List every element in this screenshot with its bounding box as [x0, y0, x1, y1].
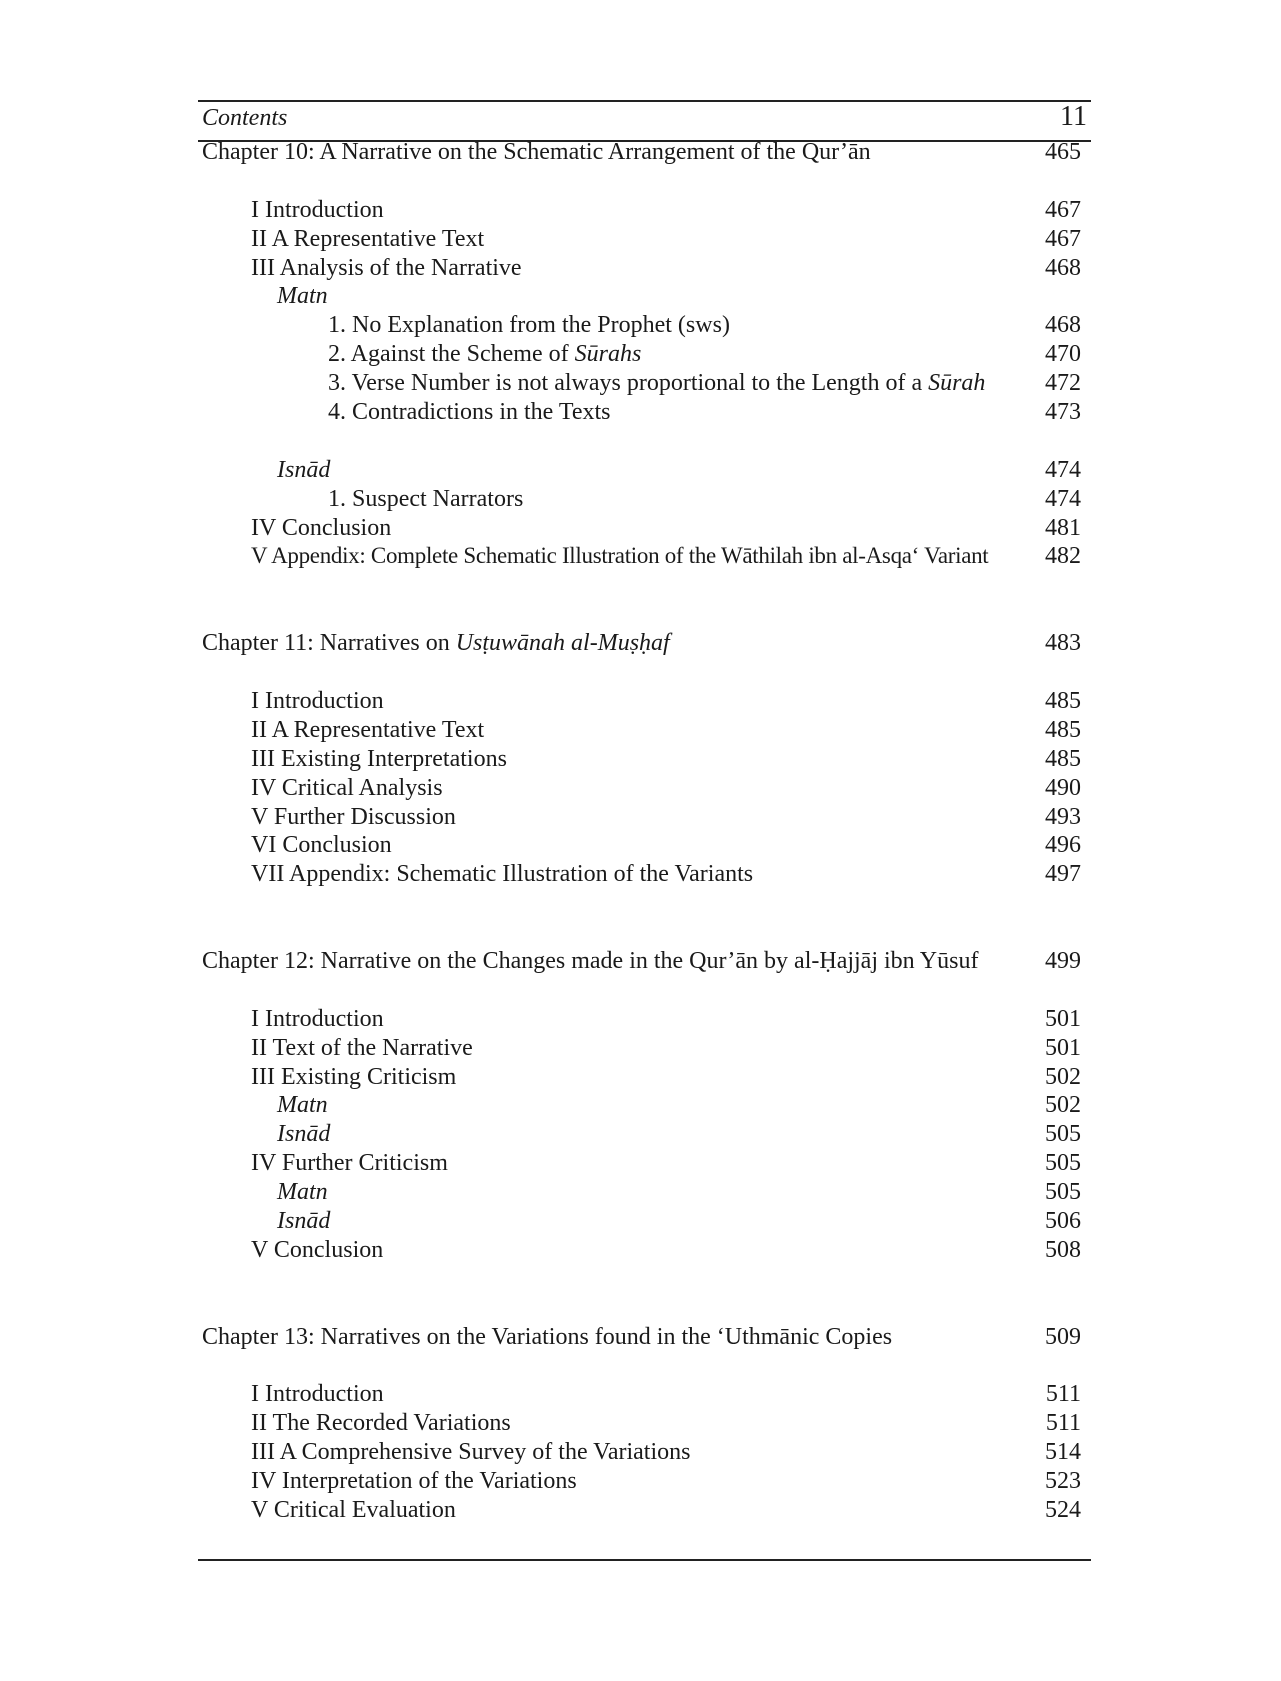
toc-entry [198, 716, 1091, 745]
page-number: 511 [1045, 1381, 1081, 1408]
subheading-title: Isnād [277, 456, 331, 483]
toc-entry [198, 1034, 1091, 1063]
page-number: 508 [1045, 1236, 1081, 1263]
toc-entry [198, 340, 1091, 369]
entry-title: 2. Against the Scheme of Sūrahs [328, 341, 642, 368]
subheading-title: Matn [277, 1179, 328, 1206]
entry-title: II The Recorded Variations [251, 1410, 511, 1437]
page-number: 472 [1045, 370, 1081, 397]
toc-entry [198, 860, 1091, 889]
toc-entry [198, 1149, 1091, 1178]
toc-chapter-10 [198, 138, 1091, 167]
page-number: 473 [1045, 399, 1081, 426]
page-number: 483 [1045, 630, 1081, 657]
toc-entry [198, 1380, 1091, 1409]
entry-title: 1. Suspect Narrators [328, 485, 524, 512]
toc-subheading [198, 1178, 1091, 1207]
entry-title: IV Further Criticism [251, 1150, 448, 1177]
page-number: 511 [1045, 1410, 1081, 1437]
toc-chapter-11 [198, 629, 1091, 658]
page-number: 523 [1045, 1468, 1081, 1495]
entry-title: II A Representative Text [251, 716, 485, 743]
chapter-title: Chapter 11: Narratives on Usṭuwānah al-Muṣḥaf [202, 630, 670, 657]
table-of-contents [198, 138, 1091, 1525]
entry-title: 3. Verse Number is not always proportional to the Length of a Sūrah [328, 370, 986, 397]
toc-subheading [198, 1091, 1091, 1120]
page-number: 467 [1045, 225, 1081, 252]
toc-entry [198, 254, 1091, 283]
toc-chapter-12 [198, 947, 1091, 976]
page-number: 499 [1045, 947, 1081, 974]
toc-entry [198, 398, 1091, 427]
toc-chapter-13 [198, 1323, 1091, 1352]
entry-title: III A Comprehensive Survey of the Variations [251, 1439, 691, 1466]
page-number: 474 [1045, 485, 1081, 512]
entry-title: III Analysis of the Narrative [251, 254, 522, 281]
entry-title: I Introduction [251, 196, 384, 223]
page-number: 505 [1045, 1179, 1081, 1206]
chapter-title: Chapter 12: Narrative on the Changes made in the Qur’ān by al-Ḥajjāj ibn Yūsuf [202, 947, 979, 974]
toc-entry [198, 196, 1091, 225]
toc-entry [198, 687, 1091, 716]
toc-entry [198, 1438, 1091, 1467]
running-head [198, 100, 1091, 142]
page-number: 506 [1045, 1207, 1081, 1234]
page-number: 468 [1045, 254, 1081, 281]
toc-entry [198, 745, 1091, 774]
toc-entry [198, 1467, 1091, 1496]
running-head-title: Contents [202, 105, 288, 131]
entry-title: V Conclusion [251, 1236, 384, 1263]
entry-title: V Further Discussion [251, 803, 456, 830]
page-number: 465 [1045, 139, 1081, 165]
toc-entry [198, 369, 1091, 398]
entry-title: IV Critical Analysis [251, 774, 443, 801]
entry-title: I Introduction [251, 687, 384, 714]
page-number: 467 [1045, 196, 1081, 223]
subheading-title: Isnād [277, 1207, 331, 1234]
toc-entry [198, 831, 1091, 860]
entry-title: VII Appendix: Schematic Illustration of the Variants [251, 861, 754, 888]
entry-title: IV Interpretation of the Variations [251, 1468, 577, 1495]
page-number: 501 [1045, 1005, 1081, 1032]
entry-title: II Text of the Narrative [251, 1034, 473, 1061]
toc-entry [198, 1063, 1091, 1092]
toc-entry [198, 514, 1091, 543]
page-number: 493 [1045, 803, 1081, 830]
chapter-title: Chapter 13: Narratives on the Variations found in the ‘Uthmānic Copies [202, 1323, 893, 1350]
subheading-title: Isnād [277, 1121, 331, 1148]
page-number: 509 [1045, 1323, 1081, 1350]
page-number: 514 [1045, 1439, 1081, 1466]
toc-entry [198, 1236, 1091, 1265]
entry-title: V Critical Evaluation [251, 1496, 456, 1523]
page-number: 481 [1045, 514, 1081, 541]
page-number: 505 [1045, 1121, 1081, 1148]
page-number: 485 [1045, 745, 1081, 772]
toc-entry [198, 311, 1091, 340]
subheading-title: Matn [277, 1092, 328, 1119]
page-number: 470 [1045, 341, 1081, 368]
page-number: 485 [1045, 687, 1081, 714]
entry-title: 4. Contradictions in the Texts [328, 399, 611, 426]
toc-subheading [198, 1120, 1091, 1149]
toc-subheading [198, 456, 1091, 485]
entry-title: I Introduction [251, 1381, 384, 1408]
page-number: 485 [1045, 716, 1081, 743]
entry-title: III Existing Criticism [251, 1063, 457, 1090]
entry-title: II A Representative Text [251, 225, 485, 252]
bottom-rule [198, 1559, 1091, 1561]
page-number: 482 [1045, 543, 1081, 570]
entry-title: V Appendix: Complete Schematic Illustration of the Wāthilah ibn al-Asqa‘ Variant [251, 543, 989, 569]
subheading-title: Matn [277, 283, 328, 310]
entry-title: VI Conclusion [251, 832, 392, 859]
toc-entry [198, 485, 1091, 514]
toc-entry [198, 803, 1091, 832]
page-number: 502 [1045, 1063, 1081, 1090]
toc-entry [198, 1005, 1091, 1034]
toc-entry [198, 774, 1091, 803]
page-number: 501 [1045, 1034, 1081, 1061]
toc-entry [198, 225, 1091, 254]
page-number: 468 [1045, 312, 1081, 339]
page-number: 474 [1045, 456, 1081, 483]
entry-title: I Introduction [251, 1005, 384, 1032]
toc-subheading [198, 282, 1091, 311]
toc-entry [198, 542, 1091, 571]
page-number: 496 [1045, 832, 1081, 859]
page-number: 490 [1045, 774, 1081, 801]
entry-title: III Existing Interpretations [251, 745, 507, 772]
chapter-title: Chapter 10: A Narrative on the Schematic Arrangement of the Qur’ān [202, 139, 871, 165]
page-number: 524 [1045, 1496, 1081, 1523]
entry-title: 1. No Explanation from the Prophet (sws) [328, 312, 730, 339]
page-number: 505 [1045, 1150, 1081, 1177]
toc-entry [198, 1409, 1091, 1438]
page-number: 497 [1045, 861, 1081, 888]
toc-subheading [198, 1207, 1091, 1236]
page-number: 502 [1045, 1092, 1081, 1119]
entry-title: IV Conclusion [251, 514, 392, 541]
running-head-page-number: 11 [1060, 101, 1087, 132]
toc-entry [198, 1496, 1091, 1525]
